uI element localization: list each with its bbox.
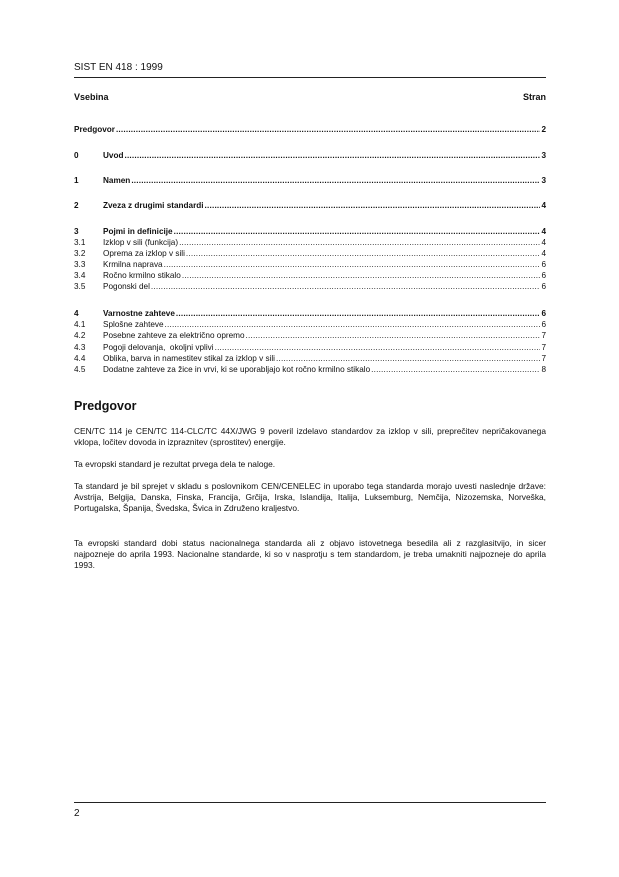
toc-entry-page: 2 [541,125,546,134]
toc-entry-page: 4 [541,201,546,210]
toc-leader-dots [116,124,540,135]
toc-leader-dots [179,237,540,248]
toc-entry-title: Izklop v sili (funkcija) [103,238,179,247]
page-number: 2 [74,808,80,819]
foreword-paragraph: CEN/TC 114 je CEN/TC 114-CLC/TC 44X/JWG 9 poveril izdelavo standardov za izklop v sili, preprečitev nepričakovanega vklopa, ločitev dovoda in izpraznitev (sprostitev) energije. [74,426,546,448]
toc-leader-dots [174,226,541,237]
toc-entry[interactable] [74,150,546,161]
toc-entry-page: 6 [541,260,546,269]
toc-leader-dots [124,150,540,161]
toc-entry[interactable] [74,270,546,281]
toc-entry-page: 3 [541,176,546,185]
toc-leader-dots [246,330,541,341]
toc-entry-page: 4 [541,227,546,236]
toc-entry-title: Pogoji delovanja, okoljni vplivi [103,343,214,352]
document-id: SIST EN 418 : 1999 [74,62,163,73]
toc-leader-dots [165,319,541,330]
toc-entry-page: 6 [541,320,546,329]
toc-entry[interactable] [74,200,546,211]
toc-entry-title: Posebne zahteve za električno opremo [103,331,245,340]
toc-entry-number: 3.4 [74,271,86,280]
toc-entry-number: 3.3 [74,260,86,269]
toc-entry-number: 3.5 [74,282,86,291]
toc-entry-title: Dodatne zahteve za žice in vrvi, ki se uporabljajo kot ročno krmilno stikalo [103,365,371,374]
toc-entry-title: Krmilna naprava [103,260,163,269]
toc-entry[interactable] [74,237,546,248]
toc-entry-page: 6 [541,282,546,291]
toc-entry-page: 3 [541,151,546,160]
toc-entry-page: 4 [541,238,546,247]
toc-leader-dots [371,364,540,375]
toc-leader-dots [215,342,541,353]
toc-entry[interactable] [74,248,546,259]
toc-entry-page: 7 [541,331,546,340]
header-rule [74,77,546,78]
toc-entry-title: Predgovor [74,125,115,134]
toc-entry-title: Oblika, barva in namestitev stikal za izklop v sili [103,354,276,363]
toc-entry-number: 3.1 [74,238,86,247]
toc-entry[interactable] [74,308,546,319]
toc-entry-title: Varnostne zahteve [103,309,175,318]
toc-entry-number: 4.2 [74,331,86,340]
toc-entry[interactable] [74,175,546,186]
toc-leader-dots [182,270,541,281]
toc-leader-dots [176,308,541,319]
foreword-paragraph: Ta standard je bil sprejet v skladu s poslovnikom CEN/CENELEC in uporabo tega standarda morajo uvesti naslednje države: Avstrija, Belgija, Danska, Finska, Francija, Grčija, Irska, Islandija, Italija, Luksemburg, Nemčija, Nizozemska, Norveška, Portugalska, Španija, Švedska, Švica in Združeno kraljestvo. [74,481,546,514]
toc-entry-number: 4.1 [74,320,86,329]
toc-entry-number: 4 [74,309,79,318]
toc-entry[interactable] [74,281,546,292]
toc-entry-number: 4.5 [74,365,86,374]
toc-entry-title: Ročno krmilno stikalo [103,271,181,280]
toc-entry-number: 2 [74,201,79,210]
toc-entry[interactable] [74,124,546,135]
toc-entry[interactable] [74,330,546,341]
toc-entry-number: 4.3 [74,343,86,352]
foreword-heading: Predgovor [74,399,137,413]
toc-leader-dots [276,353,540,364]
toc-page-column-title: Stran [522,92,546,102]
toc-entry-page: 6 [541,271,546,280]
toc-leader-dots [151,281,541,292]
footer-rule [74,802,546,803]
toc-entry-number: 1 [74,176,79,185]
toc-entry-number: 0 [74,151,79,160]
toc-entry[interactable] [74,364,546,375]
toc-entry-title: Uvod [103,151,124,160]
toc-title: Vsebina [74,92,109,102]
toc-entry-page: 8 [541,365,546,374]
toc-entry-number: 3 [74,227,79,236]
toc-leader-dots [205,200,541,211]
toc-leader-dots [131,175,540,186]
toc-entry-title: Zveza z drugimi standardi [103,201,204,210]
toc-entry-title: Oprema za izklop v sili [103,249,185,258]
toc-entry-title: Namen [103,176,131,185]
toc-entry-number: 4.4 [74,354,86,363]
toc-entry[interactable] [74,342,546,353]
toc-entry[interactable] [74,353,546,364]
toc-entry-page: 7 [541,354,546,363]
toc-entry[interactable] [74,259,546,270]
toc-entry-title: Splošne zahteve [103,320,164,329]
toc-entry-number: 3.2 [74,249,86,258]
toc-leader-dots [164,259,541,270]
foreword-paragraph: Ta evropski standard je rezultat prvega dela te naloge. [74,459,276,469]
toc-entry-page: 6 [541,309,546,318]
toc-entry[interactable] [74,226,546,237]
toc-entry-title: Pojmi in definicije [103,227,173,236]
foreword-paragraph: Ta evropski standard dobi status nacionalnega standarda ali z objavo istovetnega besedila ali z razglasitvijo, in sicer najpozneje do aprila 1993. Nacionalne standarde, ki so v nasprotju s tem standardom, je treba umakniti najpozneje do aprila 1993. [74,538,546,571]
toc-entry-title: Pogonski del [103,282,150,291]
toc-leader-dots [186,248,541,259]
toc-entry-page: 4 [541,249,546,258]
toc-entry-page: 7 [541,343,546,352]
toc-entry[interactable] [74,319,546,330]
